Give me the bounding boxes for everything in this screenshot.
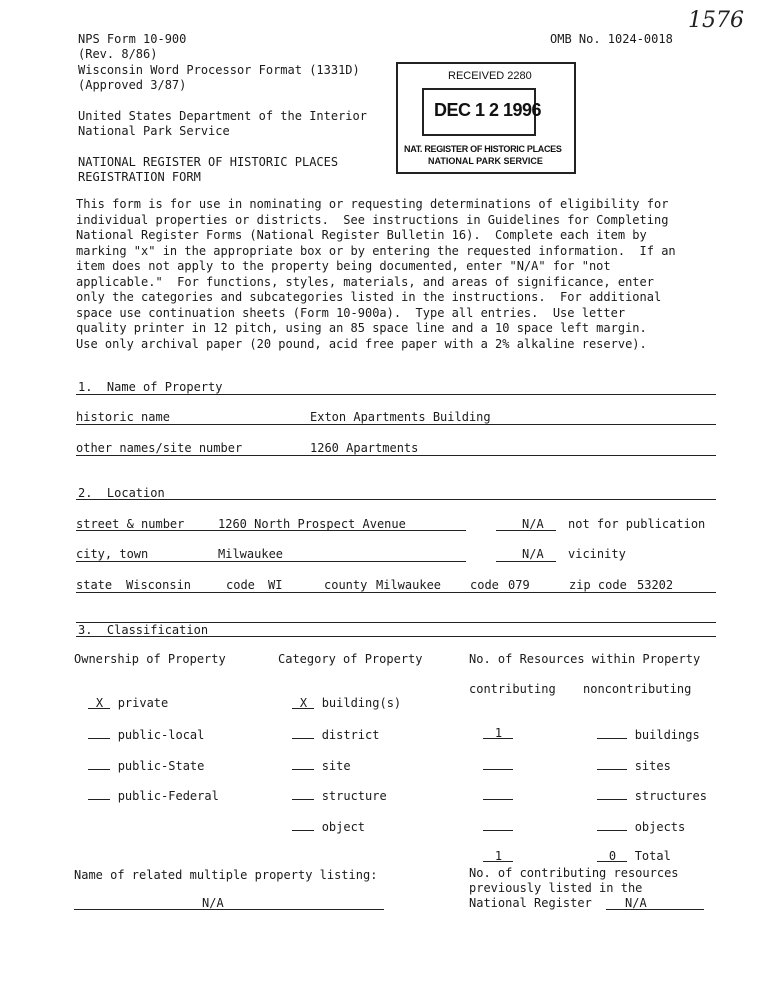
category-structure[interactable] — [278, 773, 387, 803]
noncontributing-total[interactable]: 0 — [597, 849, 627, 862]
resource-label: Total — [634, 849, 671, 863]
resource-row-sites — [469, 743, 513, 773]
vicinity: vicinity — [568, 547, 626, 561]
form-title: NATIONAL REGISTER OF HISTORIC PLACES — [78, 155, 339, 169]
resource-row-objects — [469, 804, 513, 834]
field-rule — [76, 455, 716, 456]
checkbox-site[interactable] — [292, 757, 314, 770]
street-na: N/A — [522, 517, 544, 531]
ownership-header: Ownership of Property — [74, 652, 226, 666]
option-label: district — [321, 728, 380, 742]
form-approved: (Approved 3/87) — [78, 78, 187, 92]
noncontributing-header: noncontributing — [583, 682, 692, 696]
instruction-line: Use only archival paper (20 pound, acid free paper with a 2% alkaline reserve). — [76, 336, 647, 351]
ownership-public-state[interactable] — [74, 743, 204, 773]
checkbox-structure[interactable] — [292, 787, 314, 800]
department: United States Department of the Interior — [78, 109, 367, 123]
option-label: structure — [321, 789, 387, 803]
checkbox-object[interactable] — [292, 818, 314, 831]
instruction-line: applicable." For functions, styles, materials, and areas of significance, enter — [76, 274, 654, 289]
instruction-line: space use continuation sheets (Form 10-900a). Type all entries. Use letter — [76, 305, 626, 320]
section3-heading: 3. Classification — [78, 623, 209, 637]
instruction-line: This form is for use in nominating or requesting determinations of eligibility for — [76, 197, 669, 211]
section2-heading: 2. Location — [78, 486, 165, 500]
form-revision: (Rev. 8/86) — [78, 47, 158, 61]
historic-name-label: historic name — [76, 410, 170, 424]
form-format: Wisconsin Word Processor Format (1331D) — [78, 63, 360, 77]
resource-row-buildings — [469, 712, 513, 740]
city-na: N/A — [522, 547, 544, 561]
checkbox-mark: X — [299, 696, 308, 710]
checkbox-private[interactable] — [88, 696, 110, 709]
ownership-private[interactable] — [74, 682, 168, 710]
resource-row-total — [469, 835, 513, 863]
field-rule — [74, 909, 384, 910]
category-header: Category of Property — [278, 652, 423, 666]
checkbox-district[interactable] — [292, 726, 314, 739]
contributing-count[interactable] — [483, 787, 513, 800]
other-names-label: other names/site number — [76, 441, 243, 455]
option-label: object — [321, 820, 366, 834]
checkbox-public-federal[interactable] — [88, 787, 110, 800]
noncontributing-count[interactable] — [597, 787, 627, 800]
section-rule — [76, 394, 716, 395]
resource-row-objects-non — [583, 804, 685, 834]
stamp-line2: NATIONAL PARK SERVICE — [428, 156, 543, 166]
contributing-count[interactable] — [483, 818, 513, 831]
related-listing-value[interactable]: N/A — [202, 896, 224, 910]
resource-row-buildings-non — [583, 712, 700, 742]
field-rule — [76, 592, 716, 593]
checkbox-building[interactable] — [292, 696, 314, 709]
section-rule — [76, 499, 716, 500]
related-listing-label: Name of related multiple property listing: — [74, 868, 378, 882]
zip-label: zip code — [569, 578, 627, 592]
previously-listed-line2: previously listed in the — [469, 881, 643, 895]
ownership-public-federal[interactable] — [74, 773, 219, 803]
field-rule — [496, 561, 556, 562]
instruction-line: quality printer in 12 pitch, using an 85 space line and a 10 space left margin. — [76, 321, 647, 335]
instruction-line: individual properties or districts. See instructions in Guidelines for Completing — [76, 212, 669, 227]
street-value: 1260 North Prospect Avenue — [218, 517, 406, 531]
option-label: public-Federal — [117, 789, 219, 803]
county-label: county — [324, 578, 368, 592]
contributing-total[interactable]: 1 — [483, 849, 513, 862]
noncontributing-count[interactable] — [597, 818, 627, 831]
received-stamp — [396, 62, 576, 174]
county-value: Milwaukee — [376, 578, 442, 592]
checkbox-public-local[interactable] — [88, 726, 110, 739]
category-site[interactable] — [278, 743, 351, 773]
category-building[interactable] — [278, 682, 401, 710]
resources-header: No. of Resources within Property — [469, 652, 701, 666]
resource-label: structures — [634, 789, 707, 803]
form-number: NPS Form 10-900 — [78, 32, 187, 46]
previously-listed-value[interactable]: N/A — [625, 896, 647, 910]
option-label: public-local — [117, 728, 205, 742]
resource-label: objects — [634, 820, 686, 834]
category-district[interactable] — [278, 712, 379, 742]
stamp-date: DEC 1 2 1996 — [434, 100, 542, 120]
handwritten-number: 1576 — [688, 8, 744, 33]
checkbox-mark: X — [95, 696, 104, 710]
county-code-value: 079 — [508, 578, 530, 592]
checkbox-public-state[interactable] — [88, 757, 110, 770]
option-label: public-State — [117, 759, 205, 773]
field-rule — [76, 561, 466, 562]
stamp-received: RECEIVED 2280 — [448, 70, 532, 82]
instruction-line: item does not apply to the property being documented, enter "N/A" for "not — [76, 259, 611, 273]
resource-row-sites-non — [583, 743, 671, 773]
instruction-line: only the categories and subcategories listed in the instructions. For additional — [76, 290, 662, 304]
contributing-header: contributing — [469, 682, 556, 696]
zip-value: 53202 — [637, 578, 674, 592]
previously-listed-line1: No. of contributing resources — [469, 866, 679, 880]
instructions — [76, 197, 716, 352]
not-for-publication: not for publication — [568, 517, 706, 531]
state-value: Wisconsin — [126, 578, 192, 592]
historic-name-value: Exton Apartments Building — [310, 410, 491, 424]
state-label: state — [76, 578, 113, 592]
street-label: street & number — [76, 517, 185, 531]
resource-label: sites — [634, 759, 671, 773]
resource-label: buildings — [634, 728, 700, 742]
omb-number: OMB No. 1024-0018 — [550, 32, 673, 46]
agency: National Park Service — [78, 124, 230, 138]
option-label: building(s) — [321, 696, 402, 710]
contributing-count[interactable] — [483, 757, 513, 770]
resource-row-structures — [469, 773, 513, 803]
noncontributing-count[interactable] — [597, 726, 627, 739]
contributing-count[interactable]: 1 — [483, 726, 513, 739]
field-rule — [76, 424, 716, 425]
instruction-line: marking "x" in the appropriate box or by entering the requested information. If an — [76, 243, 676, 258]
stamp-date-box — [422, 88, 542, 136]
category-object[interactable] — [278, 804, 365, 834]
other-names-value: 1260 Apartments — [310, 441, 419, 455]
previously-listed-line3: National Register — [469, 896, 592, 910]
stamp-line1: NAT. REGISTER OF HISTORIC PLACES — [404, 144, 562, 154]
resource-row-total-non — [583, 835, 671, 863]
resource-row-structures-non — [583, 773, 707, 803]
form-subtitle: REGISTRATION FORM — [78, 170, 201, 184]
field-rule — [606, 909, 704, 910]
option-label: site — [321, 759, 351, 773]
city-label: city, town — [76, 547, 149, 561]
section1-heading: 1. Name of Property — [78, 380, 223, 394]
state-code-label: code — [226, 578, 255, 592]
option-label: private — [117, 696, 169, 710]
ownership-public-local[interactable] — [74, 712, 204, 742]
state-code-value: WI — [268, 578, 283, 592]
city-value: Milwaukee — [218, 547, 284, 561]
instruction-line: National Register Forms (National Register Bulletin 16). Complete each item by — [76, 228, 647, 242]
noncontributing-count[interactable] — [597, 757, 627, 770]
county-code-label: code — [470, 578, 499, 592]
